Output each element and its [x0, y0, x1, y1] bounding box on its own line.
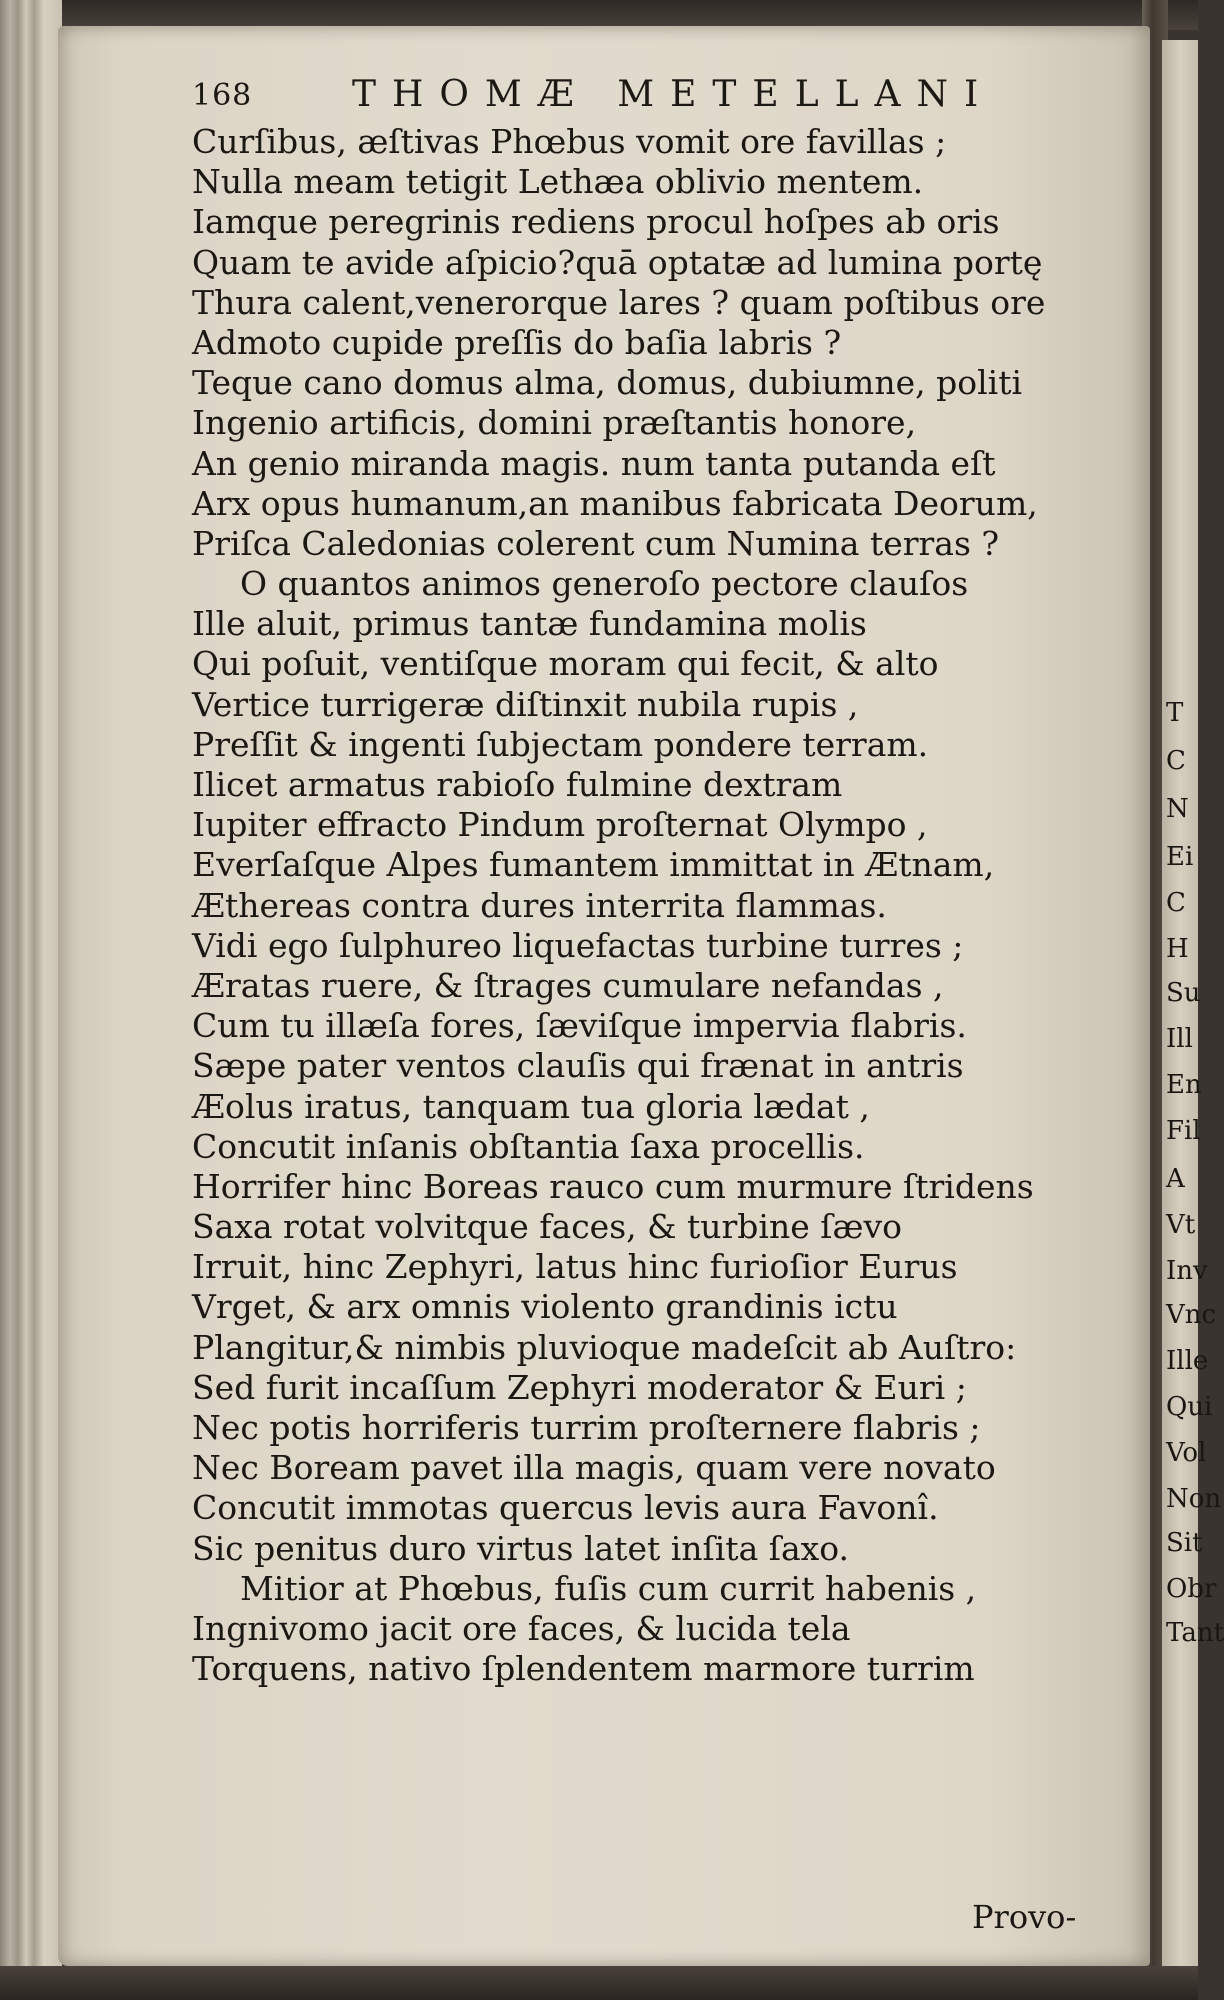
verse-line: Preſſit & ingenti ſubjectam pondere terram.: [192, 724, 929, 764]
facing-page-fragment: T: [1166, 698, 1184, 728]
facing-page-fragment: Fil: [1166, 1116, 1201, 1146]
facing-page-fragment: H: [1166, 934, 1189, 964]
verse-line: Priſca Caledonias colerent cum Numina terras ?: [192, 523, 1000, 563]
verse-line: Vidi ego ſulphureo liquefactas turbine turres ;: [192, 925, 964, 965]
verse-line: Concutit inſanis obſtantia ſaxa procellis.: [192, 1126, 865, 1166]
verse-line: Qui poſuit, ventiſque moram qui fecit, & alto: [192, 644, 939, 684]
facing-page-fragment: Ei: [1166, 842, 1194, 872]
facing-page-fragment: Obr: [1166, 1574, 1217, 1604]
verse-line: Iupiter effracto Pindum proſternat Olympo ,: [192, 805, 928, 845]
verse-line: An genio miranda magis. num tanta putanda eſt: [192, 443, 996, 483]
verse-line: Mitior at Phœbus, fuſis cum currit habenis ,: [240, 1568, 977, 1608]
verse-line: Irruit, hinc Zephyri, latus hinc furioſior Eurus: [192, 1247, 958, 1287]
facing-page-fragment: Vt: [1166, 1210, 1196, 1240]
facing-page-fragment: C: [1166, 746, 1186, 776]
verse-line: Ingnivomo jacit ore faces, & lucida tela: [192, 1608, 851, 1648]
verse-line: Cum tu illæſa fores, ſæviſque impervia flabris.: [192, 1006, 967, 1046]
photo-bottom-border: [0, 1966, 1198, 2000]
facing-page-fragment: N: [1166, 794, 1189, 824]
verse-line: Concutit immotas quercus levis aura Favonî.: [192, 1488, 939, 1528]
facing-page-edge: [1162, 40, 1224, 1980]
verse-line: Æolus iratus, tanquam tua gloria lædat ,: [192, 1086, 870, 1126]
facing-page-fragment: A: [1166, 1164, 1185, 1194]
verse-line: Admoto cupide preſſis do baſia labris ?: [192, 322, 842, 362]
verse-line: Horrifer hinc Boreas rauco cum murmure ſtridens: [192, 1166, 1034, 1206]
verse-line: O quantos animos generoſo pectore clauſos: [240, 564, 969, 604]
running-head: THOMÆ METELLANI: [352, 74, 995, 115]
facing-page-fragment: Sit: [1166, 1528, 1203, 1558]
book-page-edges: [0, 0, 62, 2000]
verse-line: Everſaſque Alpes fumantem immittat in Ætnam,: [192, 845, 995, 885]
verse-line: Thura calent,venerorque lares ? quam poſtibus ore: [192, 282, 1046, 322]
verse-line: Vrget, & arx omnis violento grandinis ictu: [192, 1287, 898, 1327]
poem-text-block: [192, 122, 1122, 1689]
verse-line: Nulla meam tetigit Lethæa oblivio mentem.: [192, 162, 924, 202]
facing-page-fragment: Vol: [1166, 1438, 1207, 1468]
facing-page-fragment: Inv: [1166, 1256, 1208, 1286]
verse-line: Æthereas contra dures interrita flammas.: [192, 885, 887, 925]
verse-line: Vertice turrigeræ diſtinxit nubila rupis ,: [192, 684, 859, 724]
verse-line: Arx opus humanum,an manibus fabricata Deorum,: [192, 483, 1038, 523]
facing-page-fragment: Ille: [1166, 1346, 1209, 1376]
facing-page-fragment: Vnc: [1166, 1300, 1217, 1330]
verse-line: Sed furit incaſſum Zephyri moderator & Euri ;: [192, 1367, 967, 1407]
facing-page-fragment: Su: [1166, 978, 1201, 1008]
verse-line: Saxa rotat volvitque faces, & turbine ſævo: [192, 1207, 902, 1247]
verse-line: Quam te avide aſpicio?quā optatæ ad lumina portę: [192, 242, 1043, 282]
facing-page-fragment: C: [1166, 888, 1186, 918]
verse-line: Teque cano domus alma, domus, dubiumne, politi: [192, 363, 1023, 403]
verse-line: Plangitur,& nimbis pluvioque madeſcit ab Auſtro:: [192, 1327, 1017, 1367]
verse-line: Curſibus, æſtivas Phœbus vomit ore favillas ;: [192, 122, 947, 161]
verse-line: Æratas ruere, & ſtrages cumulare nefandas ,: [192, 965, 944, 1005]
verse-line: Iamque peregrinis rediens procul hoſpes ab oris: [192, 202, 1000, 242]
verse-line: Ingenio artificis, domini præſtantis honore,: [192, 403, 917, 443]
facing-page-fragment: En: [1166, 1070, 1202, 1100]
verse-line: Ille aluit, primus tantæ fundamina molis: [192, 604, 867, 644]
facing-page-fragment: Qui: [1166, 1392, 1213, 1422]
catchword: Provo-: [972, 1898, 1077, 1936]
verse-line: Nec Boream pavet illa magis, quam vere novato: [192, 1448, 996, 1488]
verse-line: Ilicet armatus rabioſo fulmine dextram: [192, 765, 843, 804]
facing-page-fragment: Ill: [1166, 1024, 1193, 1054]
verse-line: Sic penitus duro virtus latet inſita ſaxo.: [192, 1528, 850, 1568]
verse-line: Nec potis horriferis turrim proſternere flabris ;: [192, 1408, 981, 1447]
facing-page-fragment: Non: [1166, 1484, 1222, 1514]
verse-line: Torquens, nativo ſplendentem marmore turrim: [192, 1649, 975, 1689]
page-number: 168: [192, 78, 253, 113]
verse-line: Sæpe pater ventos clauſis qui frænat in antris: [192, 1046, 964, 1086]
facing-page-fragment: Tant: [1166, 1618, 1224, 1648]
page-header: [192, 74, 1092, 118]
